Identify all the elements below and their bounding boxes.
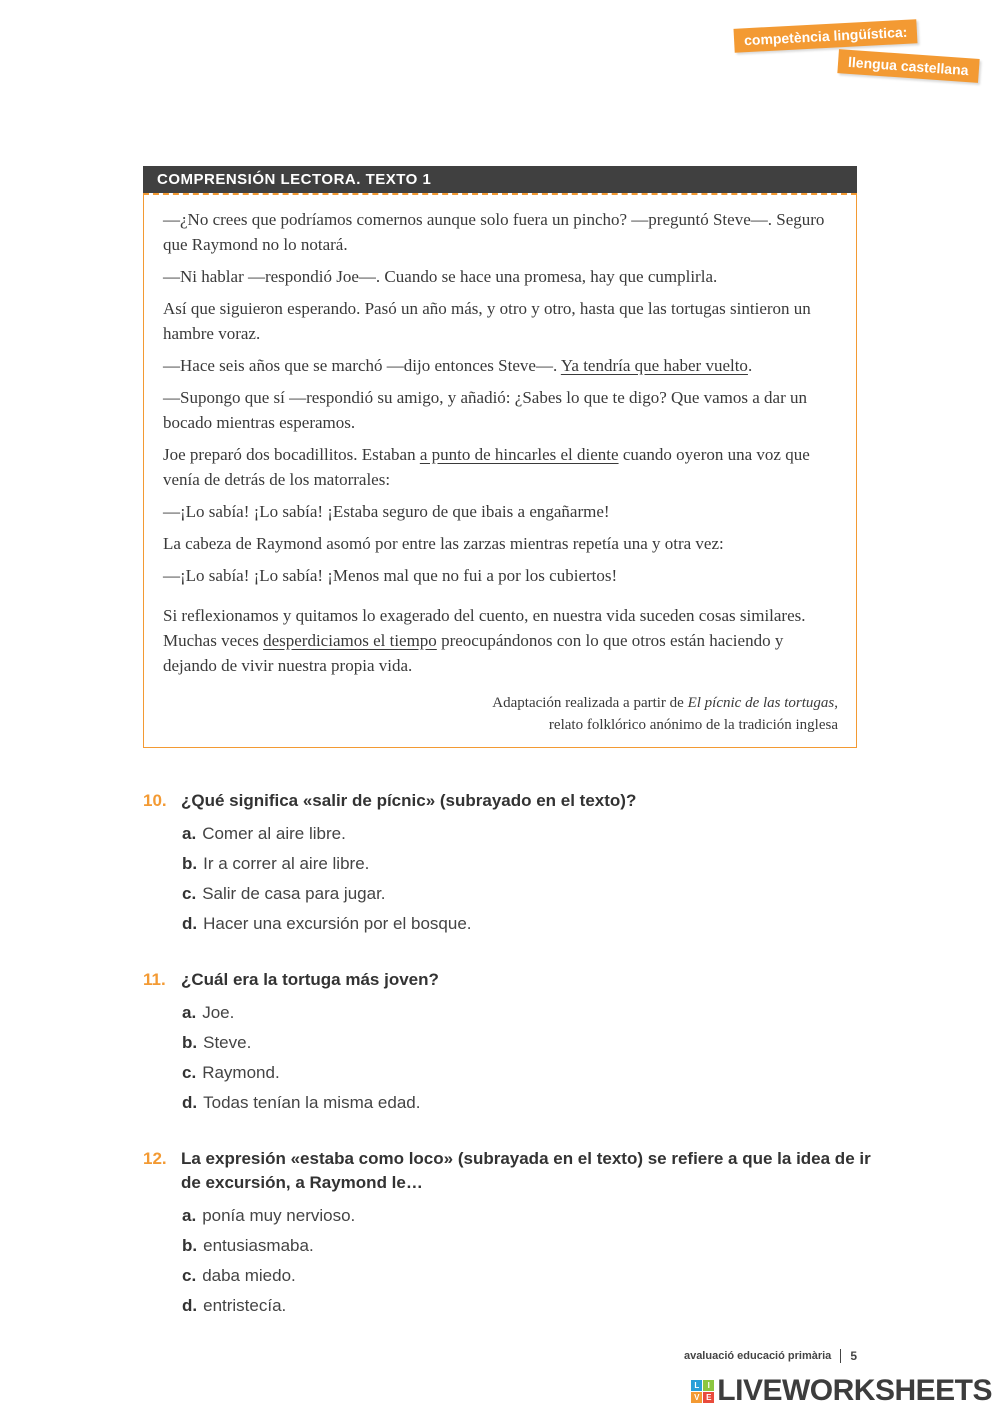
brand-name: LIVEWORKSHEETS	[717, 1374, 992, 1407]
reading-text-box	[143, 193, 857, 748]
option-text: Joe.	[202, 1003, 235, 1022]
option-letter: d.	[182, 1093, 198, 1112]
option-text: Ir a correr al aire libre.	[203, 854, 370, 873]
question-12	[143, 1147, 883, 1321]
option-letter: b.	[182, 854, 198, 873]
source-suffix: ,	[834, 695, 838, 711]
paragraph: —¡Lo sabía! ¡Lo sabía! ¡Estaba seguro de que ibais a engañarme!	[163, 502, 610, 521]
paragraph: —¿No crees que podríamos comernos aunque solo fuera un pincho? —preguntó Steve—. Seguro que Raymond no lo notará.	[163, 210, 825, 254]
answer-options	[182, 1201, 883, 1321]
text-segment: .	[747, 356, 753, 375]
option-text: daba miedo.	[202, 1266, 296, 1285]
paragraph	[163, 442, 838, 492]
source-line2: relato folklórico anónimo de la tradición inglesa	[548, 717, 838, 733]
underlined-expression: Ya tendría que haber vuelto	[560, 356, 748, 375]
paragraph: —Ni hablar —respondió Joe—. Cuando se hace una promesa, hay que cumplirla.	[163, 267, 718, 286]
paragraph: Así que siguieron esperando. Pasó un año más, y otro y otro, hasta que las tortugas sintieron un hambre voraz.	[163, 299, 811, 343]
logo-letter: V	[691, 1392, 702, 1403]
logo-letter: E	[703, 1392, 714, 1403]
footer-text: avaluació educació primària	[683, 1350, 832, 1362]
subject-tag: llengua castellana	[837, 49, 979, 83]
option-letter: b.	[182, 1236, 198, 1255]
question-number: 10.	[143, 791, 167, 810]
question-11	[143, 968, 883, 1118]
answer-options	[182, 998, 883, 1118]
liveworksheets-logo-icon	[691, 1380, 714, 1403]
question-text: La expresión «estaba como loco» (subrayada en el texto) se refiere a que la idea de ir de excursión, a Raymond le…	[181, 1149, 871, 1192]
question-text: ¿Cuál era la tortuga más joven?	[181, 970, 439, 989]
logo-letter: I	[703, 1380, 714, 1391]
question-number: 11.	[143, 970, 166, 989]
option-letter: c.	[182, 884, 197, 903]
option-text: Hacer una excursión por el bosque.	[203, 914, 472, 933]
question-10	[143, 789, 883, 939]
option-letter: a.	[182, 1206, 197, 1225]
answer-option[interactable]	[182, 879, 883, 909]
option-text: ponía muy nervioso.	[202, 1206, 356, 1225]
text-segment: Joe preparó dos bocadillitos. Estaban	[163, 445, 420, 464]
paragraph: —Supongo que sí —respondió su amigo, y añadió: ¿Sabes lo que te digo? Que vamos a dar un bocado mientras esperamos.	[163, 388, 807, 432]
option-letter: d.	[182, 914, 198, 933]
answer-option[interactable]	[182, 909, 883, 939]
paragraph	[163, 353, 838, 378]
answer-option[interactable]	[182, 1088, 883, 1118]
answer-option[interactable]	[182, 819, 883, 849]
answer-option[interactable]	[182, 998, 883, 1028]
option-text: entristecía.	[203, 1296, 287, 1315]
underlined-expression: a punto de hincarles el diente	[419, 445, 619, 464]
source-prefix: Adaptación realizada a partir de	[492, 695, 688, 711]
answer-option[interactable]	[182, 1231, 883, 1261]
answer-option[interactable]	[182, 1058, 883, 1088]
paragraph	[163, 603, 838, 678]
answer-option[interactable]	[182, 1028, 883, 1058]
competency-tag: competència lingüística:	[733, 19, 917, 53]
text-segment: preocupándonos con lo que otros están haciendo y dejando de vivir nuestra propia vida.	[163, 631, 784, 675]
option-text: Comer al aire libre.	[202, 824, 346, 843]
option-text: entusiasmaba.	[203, 1236, 314, 1255]
question-number: 12.	[143, 1149, 167, 1168]
question-text: ¿Qué significa «salir de pícnic» (subrayado en el texto)?	[181, 791, 637, 810]
answer-options	[182, 819, 883, 939]
option-letter: c.	[182, 1063, 197, 1082]
answer-option[interactable]	[182, 1261, 883, 1291]
answer-option[interactable]	[182, 849, 883, 879]
text-segment: cuando oyeron una voz que venía de detrás de los matorrales:	[163, 445, 810, 489]
text-segment: Si reflexionamos y quitamos lo exagerado del cuento, en nuestra vida suceden cosas similares. Muchas veces	[163, 606, 806, 650]
paragraph: La cabeza de Raymond asomó por entre las zarzas mientras repetía una y otra vez:	[163, 534, 724, 553]
logo-letter: L	[691, 1380, 702, 1391]
page-footer	[684, 1349, 857, 1363]
option-letter: c.	[182, 1266, 197, 1285]
option-letter: a.	[182, 1003, 197, 1022]
answer-option[interactable]	[182, 1291, 883, 1321]
reading-section-title: COMPRENSIÓN LECTORA. TEXTO 1	[143, 166, 857, 193]
answer-option[interactable]	[182, 1201, 883, 1231]
paragraph: —¡Lo sabía! ¡Lo sabía! ¡Menos mal que no fui a por los cubiertos!	[163, 566, 618, 585]
option-text: Todas tenían la misma edad.	[203, 1093, 421, 1112]
option-text: Raymond.	[202, 1063, 280, 1082]
liveworksheets-brand[interactable]	[691, 1374, 992, 1408]
option-text: Steve.	[203, 1033, 252, 1052]
page-number: 5	[850, 1349, 857, 1363]
option-text: Salir de casa para jugar.	[202, 884, 386, 903]
underlined-expression: desperdiciamos el tiempo	[263, 631, 437, 650]
text-segment: —Hace seis años que se marchó —dijo entonces Steve—.	[163, 356, 561, 375]
source-citation	[163, 692, 838, 736]
footer-divider	[840, 1349, 841, 1363]
option-letter: a.	[182, 824, 197, 843]
option-letter: d.	[182, 1296, 198, 1315]
option-letter: b.	[182, 1033, 198, 1052]
source-title: El pícnic de las tortugas	[687, 695, 835, 711]
